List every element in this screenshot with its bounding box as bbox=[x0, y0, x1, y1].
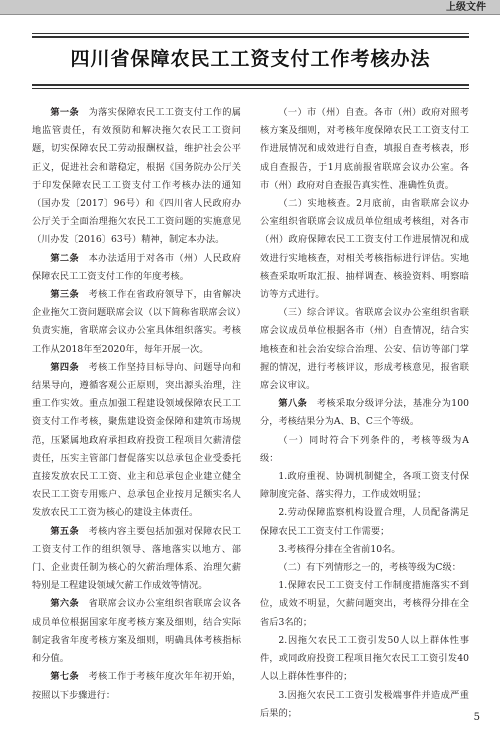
article-number: 第六条 bbox=[50, 598, 80, 610]
article-text: 为落实保障农民工工资支付工作的属地监管责任，有效预防和解决拖欠农民工工资问题，切实保障农民工劳动报酬权益，维护社会公平正义，促进社会和谐稳定，根据《国务院办公厅关于印发保障农民工工资支付工作考核办法的通知（国办发〔2017〕96号）和《四川省人民政府办公厅关于全面治理拖欠农民工工资问题的实施意见（川办发〔2016〕63号）精神，制定本办法。 bbox=[32, 107, 241, 246]
clause-paragraph bbox=[260, 541, 469, 559]
header-band bbox=[0, 0, 500, 15]
clause-text: （二）实地核查。2月底前，由省联席会议办公室组织省联席会议成员单位组成考核组，对各市（州）政府保障农民工工资支付工作进展情况和成效进行实地核查，对相关考核指标进行评估。实地核查采取听取汇报、抽样调查、核验资料、明察暗访等方式进行。 bbox=[260, 198, 469, 301]
title-rule bbox=[32, 36, 469, 38]
clause-paragraph bbox=[260, 104, 469, 195]
article-paragraph bbox=[260, 395, 469, 431]
page-number: 5 bbox=[473, 712, 480, 723]
article-text: 本办法适用于对各市（州）人民政府保障农民工工资支付工作的年度考核。 bbox=[32, 252, 241, 282]
article-paragraph bbox=[32, 523, 241, 596]
clause-paragraph bbox=[260, 432, 469, 468]
document-title: 四川省保障农民工工资支付工作考核办法 bbox=[70, 48, 431, 70]
article-paragraph bbox=[32, 595, 241, 668]
clause-text: 3.考核得分排在全省前10名。 bbox=[278, 543, 401, 555]
clause-paragraph bbox=[260, 195, 469, 304]
article-number: 第四条 bbox=[50, 361, 80, 373]
clause-text: （二）有下列情形之一的，考核等级为C级： bbox=[278, 562, 461, 574]
title-rule bbox=[32, 33, 469, 34]
clause-text: 2.劳动保障监察机构设置合理，人员配备满足保障农民工工资支付工作需要； bbox=[260, 507, 469, 537]
article-number: 第一条 bbox=[50, 107, 80, 118]
clause-paragraph bbox=[260, 304, 469, 395]
clause-paragraph bbox=[260, 687, 469, 723]
article-number: 第五条 bbox=[50, 525, 80, 537]
clause-text: 2.因拖欠农民工工资引发50人以上群体性事件，或同政府投资工程项目拖欠农民工工资引发40人以上群体性事件的； bbox=[260, 634, 469, 683]
clause-paragraph bbox=[260, 632, 469, 687]
article-number: 第二条 bbox=[50, 252, 80, 264]
title-rule bbox=[32, 84, 469, 86]
section-label: 上级文件 bbox=[446, 2, 486, 13]
article-number: 第八条 bbox=[278, 398, 308, 410]
clause-paragraph bbox=[260, 468, 469, 504]
article-paragraph bbox=[32, 104, 241, 250]
article-text: 考核工作于考核年度次年年初开始，按照以下步骤进行： bbox=[32, 671, 241, 701]
article-text: 省联席会议办公室组织省联席会议各成员单位根据国家年度考核方案及细则，结合实际制定我省年度考核方案及细则，明确具体考核指标和分值。 bbox=[32, 598, 241, 665]
clause-text: 3.因拖欠农民工工资引发极端事件并造成严重后果的； bbox=[260, 689, 469, 719]
clause-text: （一）市（州）自查。各市（州）政府对照考核方案及细则，对考核年度保障农民工工资支付工作进展情况和成效进行自查，填报自查考核表，形成自查报告，于1月底前报省联席会议办公室。各市（州）政府对自查报告真实性、准确性负责。 bbox=[260, 107, 469, 191]
article-text: 考核工作坚持目标导向、问题导向和结果导向，遵循客观公正原则，突出源头治理，注重工作实效。重点加强工程建设领域保障农民工工资支付工作考核，聚焦建设资金保障和建筑市场规范，压紧属地政府承担政府投资工程项目欠薪清偿责任，压实主管部门督促落实以总承包企业受委托直接发放农民工工资、业主和总承包企业建立健全农民工工资专用账户、总承包企业按月足额实名人发放农民工工资为核心的建设主体责任。 bbox=[32, 361, 241, 519]
clause-text: （一）同时符合下列条件的，考核等级为A级： bbox=[260, 434, 469, 464]
article-text: 考核采取分级评分法，基准分为100分，考核结果分为A、B、C三个等级。 bbox=[260, 398, 469, 428]
article-paragraph bbox=[32, 359, 241, 523]
right-column bbox=[260, 104, 469, 723]
clause-text: （三）综合评议。省联席会议办公室组织省联席会议成员单位根据各市（州）自查情况，结合实地核查和社会治安综合治理、公安、信访等部门掌握的情况，进行考核评议，形成考核意见，报省联席会议审议。 bbox=[260, 307, 469, 392]
clause-text: 1.保障农民工工资支付工作制度措施落实不到位，成效不明显，欠薪问题突出，考核得分排在全省后3名的； bbox=[260, 580, 469, 628]
clause-paragraph bbox=[260, 504, 469, 540]
article-text: 考核工作在省政府领导下，由省解决企业拖欠工资问题联席会议（以下简称省联席会议）负责实施，省联席会议办公室具体组织落实。考核工作从2018年至2020年，每年开展一次。 bbox=[32, 289, 241, 355]
left-column bbox=[32, 104, 241, 705]
title-rule bbox=[32, 88, 469, 89]
article-paragraph bbox=[32, 250, 241, 286]
article-paragraph bbox=[32, 668, 241, 704]
article-number: 第三条 bbox=[50, 289, 80, 301]
clause-paragraph bbox=[260, 577, 469, 632]
article-number: 第七条 bbox=[50, 671, 80, 683]
article-text: 考核内容主要包括加强对保障农民工工资支付工作的组织领导、落地落实以地方、部门、企业责任制为核心的欠薪治理体系、治理欠薪特别是工程建设领域欠薪工作成效等情况。 bbox=[32, 525, 241, 592]
clause-text: 1.政府重视、协调机制健全，各项工资支付保障制度完备、落实得力，工作成效明显； bbox=[260, 471, 469, 501]
clause-paragraph bbox=[260, 559, 469, 577]
article-paragraph bbox=[32, 286, 241, 359]
